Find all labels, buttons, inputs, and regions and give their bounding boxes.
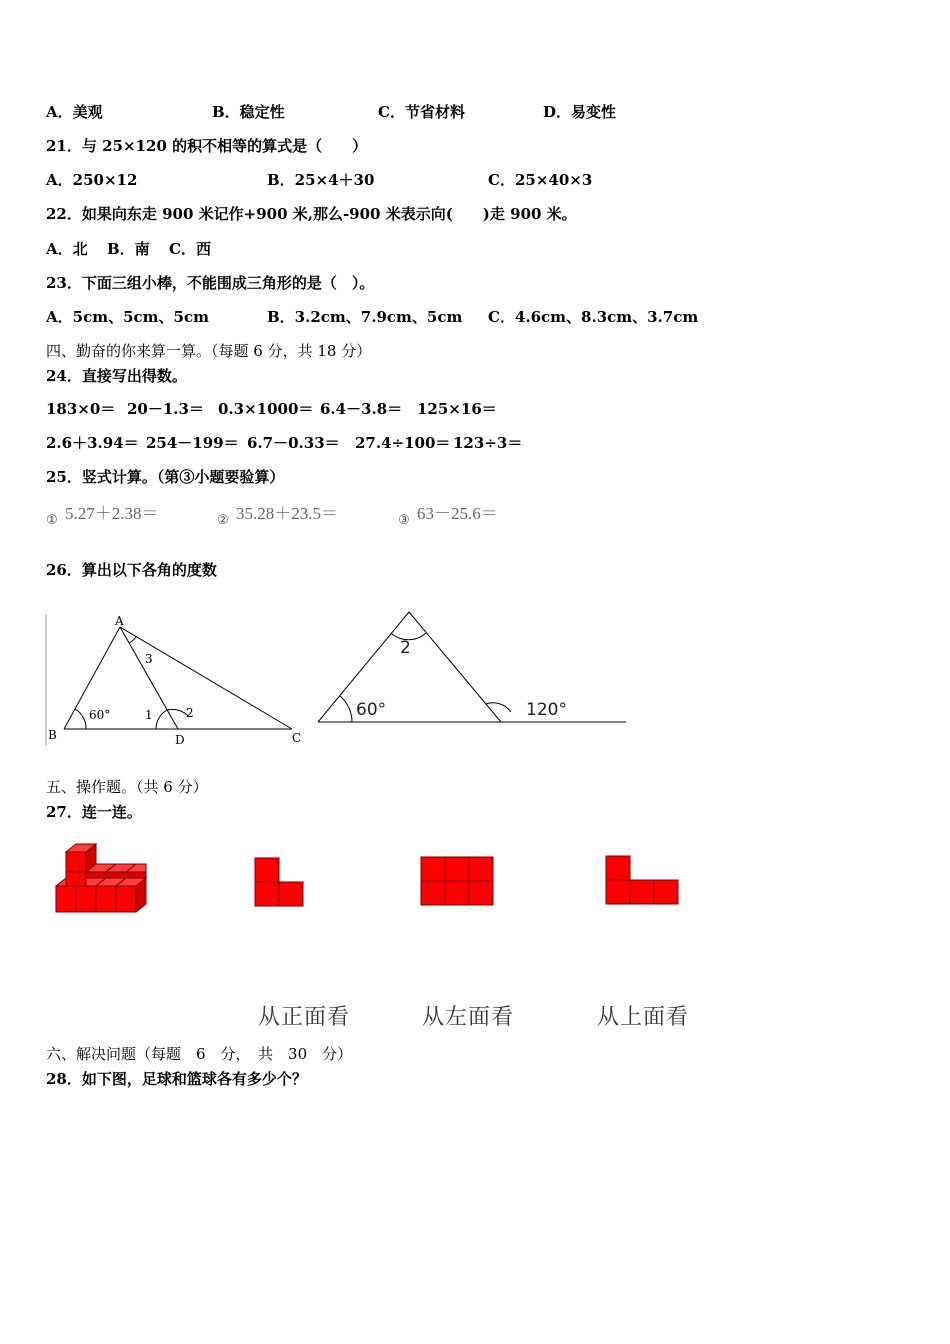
view-label-left: 从左面看	[422, 1005, 515, 1030]
q24-r1-c5: 125×16＝	[417, 400, 497, 418]
top-view-grid	[605, 855, 681, 907]
q20-option-c: C．节省材料	[378, 103, 465, 121]
q23-option-a: A．5cm、5cm、5cm	[46, 308, 209, 326]
q20-option-b: B．稳定性	[212, 103, 285, 121]
left-view-grid	[420, 856, 496, 908]
label-d: D	[175, 733, 185, 747]
q24-r2-c1: 2.6＋3.94＝	[46, 434, 139, 452]
angle-120-label: 120°	[526, 700, 567, 720]
q24-r1-c3: 0.3×1000＝	[218, 400, 314, 418]
q25-stem: 25．竖式计算。（第③小题要验算）	[46, 468, 285, 486]
q20-option-a: A．美观	[46, 103, 103, 121]
q24-r2-c2: 254－199＝	[146, 434, 239, 452]
exterior-angle-figure	[312, 600, 632, 735]
q21-stem: 21．与 25×120 的积不相等的算式是（ ）	[46, 137, 368, 155]
q23-option-c: C．4.6cm、8.3cm、3.7cm	[488, 308, 699, 326]
q21-option-a: A．250×12	[46, 171, 138, 189]
q24-r1-c1: 183×0＝	[46, 400, 116, 418]
angle-2-label-fig2: 2	[400, 638, 411, 658]
q23-option-b: B．3.2cm、7.9cm、5cm	[267, 308, 463, 326]
q24-r2-c4: 27.4÷100＝	[355, 434, 451, 452]
q24-r1-c2: 20－1.3＝	[127, 400, 204, 418]
section5-title: 五、操作题。（共 6 分）	[46, 778, 208, 796]
q24-r1-c4: 6.4－3.8＝	[320, 400, 403, 418]
q22-stem: 22．如果向东走 900 米记作+900 米,那么-900 米表示向( )走 900 米。	[46, 205, 577, 223]
q25-expr-1: 5.27＋2.38＝	[65, 504, 159, 523]
q25-num-2: ②	[217, 513, 229, 528]
label-c: C	[292, 731, 302, 745]
q24-stem: 24．直接写出得数。	[46, 367, 187, 385]
front-view-grid	[254, 857, 306, 909]
q20-option-d: D．易变性	[543, 103, 617, 121]
label-a: A	[115, 614, 124, 628]
q22-option-b: B．南	[107, 240, 150, 258]
q25-expr-2: 35.28＋23.5＝	[236, 504, 338, 523]
label-b: B	[48, 728, 57, 742]
q25-num-1: ①	[46, 513, 58, 528]
section4-title: 四、勤奋的你来算一算。（每题 6 分，共 18 分）	[46, 342, 372, 360]
q26-stem: 26．算出以下各角的度数	[46, 561, 217, 579]
angle-2-label: 2	[186, 706, 194, 720]
angle-3-label: 3	[145, 652, 153, 666]
q28-stem: 28．如下图，足球和篮球各有多少个？	[46, 1070, 307, 1088]
view-label-top: 从上面看	[597, 1005, 690, 1030]
q25-expr-3: 63－25.6＝	[417, 504, 498, 523]
triangle-abd-figure	[44, 605, 314, 750]
q24-r2-c5: 123÷3＝	[453, 434, 523, 452]
section6-title: 六、解决问题（每题 6 分， 共 30 分）	[46, 1045, 353, 1063]
q25-num-3: ③	[398, 513, 410, 528]
angle-b-label: 60°	[89, 708, 111, 722]
cube-stack-figure	[52, 842, 152, 917]
angle-60-label: 60°	[356, 700, 387, 720]
q27-stem: 27．连一连。	[46, 803, 142, 821]
q23-stem: 23．下面三组小棒，不能围成三角形的是（ ）。	[46, 274, 375, 292]
q21-option-b: B．25×4＋30	[267, 171, 375, 189]
view-label-front: 从正面看	[258, 1005, 351, 1030]
q22-option-c: C．西	[169, 240, 211, 258]
q22-option-a: A．北	[46, 240, 88, 258]
q21-option-c: C．25×40×3	[488, 171, 593, 189]
angle-1-label: 1	[145, 708, 153, 722]
q24-r2-c3: 6.7－0.33＝	[247, 434, 340, 452]
